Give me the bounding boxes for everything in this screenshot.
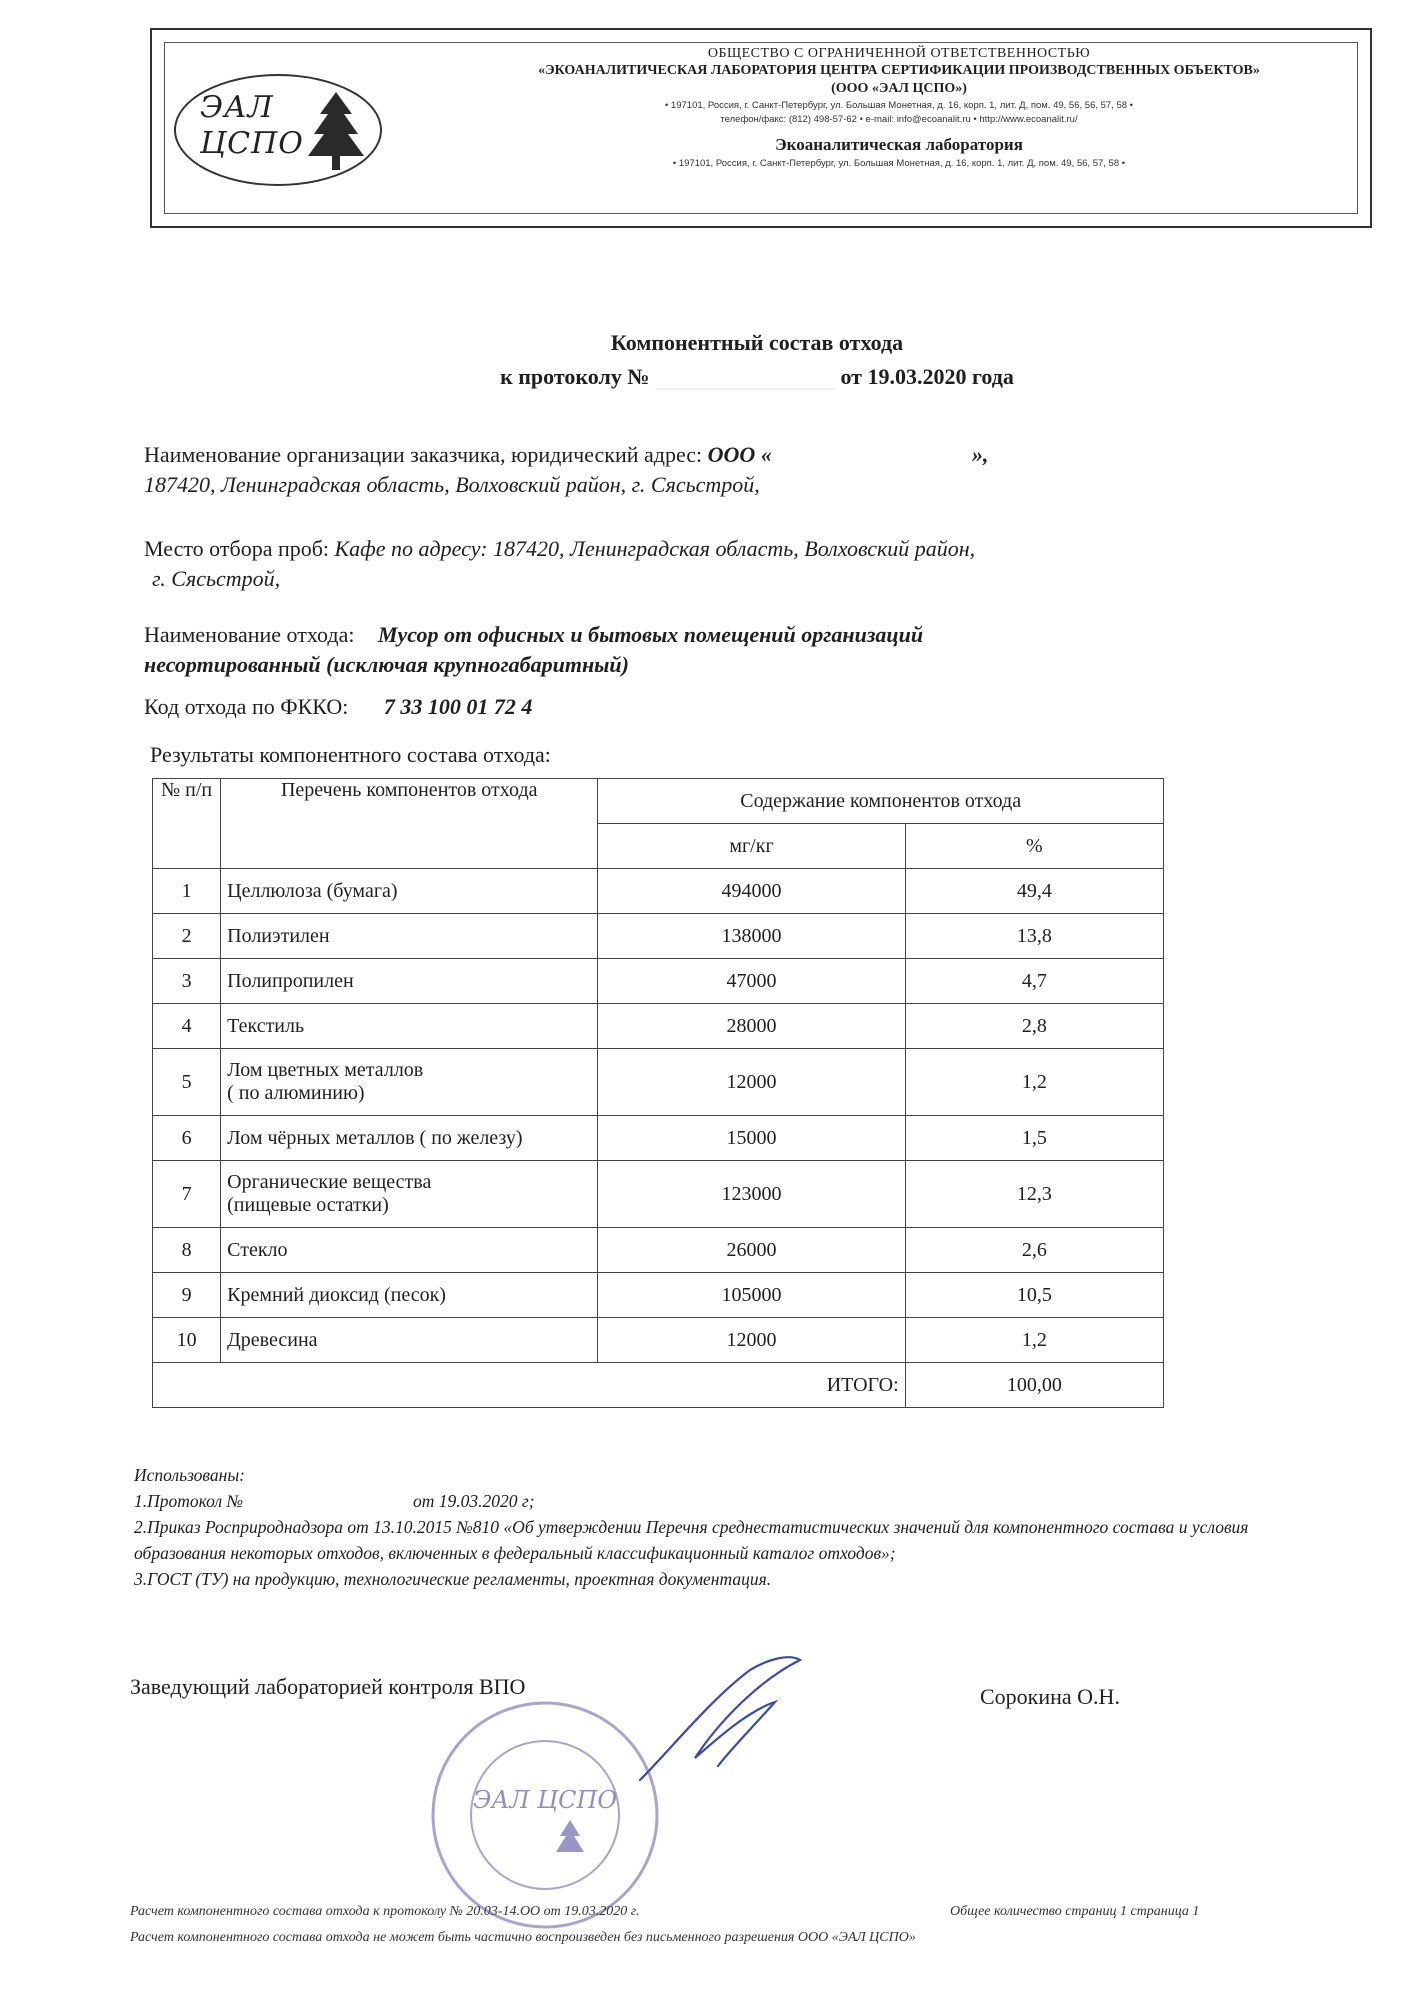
row-pct: 4,7 — [905, 959, 1163, 1004]
row-no: 5 — [153, 1049, 221, 1116]
stamp-text: ЭАЛ ЦСПО — [472, 1786, 618, 1814]
reference-2: 2.Приказ Росприроднадзора от 13.10.2015 №810 «Об утверждении Перечня среднестатистических значений для компонентного состава и условия образования некоторых отходов, включенных в федеральный классификационный каталог отходов»; — [134, 1517, 1249, 1563]
row-no: 8 — [153, 1228, 221, 1273]
row-pct: 2,6 — [905, 1228, 1163, 1273]
signer-position: Заведующий лабораторией контроля ВПО — [130, 1674, 526, 1699]
col-header-pct: % — [905, 824, 1163, 869]
lab-address: • 197101, Россия, г. Санкт-Петербург, ул. Большая Монетная, д. 16, корп. 1, лит. Д, пом. 49, 56, 57, 58 • — [672, 158, 1126, 169]
sampling-value: Кафе по адресу: 187420, Ленинградская область, Волховский район, — [334, 536, 976, 561]
col-header-mg: мг/кг — [598, 824, 905, 869]
row-mg: 15000 — [598, 1116, 905, 1161]
letterhead — [150, 28, 1372, 228]
row-name-line2: (пищевые остатки) — [227, 1194, 389, 1216]
org-type: ОБЩЕСТВО С ОГРАНИЧЕННОЙ ОТВЕТСТВЕННОСТЬЮ — [707, 46, 1091, 61]
row-mg: 494000 — [598, 869, 905, 914]
reference-1-prefix: 1.Протокол № — [134, 1491, 243, 1511]
row-name: Стекло — [221, 1228, 598, 1273]
table-row — [153, 914, 1164, 959]
references — [134, 1462, 1344, 1592]
letterhead-text — [414, 46, 1384, 169]
redacted-protocol-number — [655, 368, 835, 390]
row-mg: 105000 — [598, 1273, 905, 1318]
page-counter: Общее количество страниц 1 страница 1 — [950, 1904, 1200, 1919]
row-name: Лом чёрных металлов ( по железу) — [221, 1116, 598, 1161]
protocol-date: от 19.03.2020 года — [840, 364, 1014, 389]
row-no: 2 — [153, 914, 221, 959]
row-pct: 12,3 — [905, 1161, 1163, 1228]
row-name-line2: ( по алюминию) — [227, 1082, 365, 1104]
row-pct: 1,2 — [905, 1049, 1163, 1116]
customer-address: 187420, Ленинградская область, Волховский район, г. Сясьстрой, — [144, 472, 760, 497]
row-pct: 10,5 — [905, 1273, 1163, 1318]
table-row — [153, 1273, 1164, 1318]
org-short-name: (ООО «ЭАЛ ЦСПО») — [831, 81, 967, 96]
row-name: Полиэтилен — [221, 914, 598, 959]
col-header-content: Содержание компонентов отхода — [598, 779, 1164, 824]
row-pct: 49,4 — [905, 869, 1163, 914]
footer-line-1 — [130, 1904, 1330, 1920]
fkko-field — [144, 692, 1284, 722]
component-table — [152, 778, 1164, 1408]
footer-line-2: Расчет компонентного состава отхода не может быть частично воспроизведен без письменного разрешения ООО «ЭАЛ ЦСПО» — [130, 1930, 916, 1945]
row-pct: 1,2 — [905, 1318, 1163, 1363]
table-row — [153, 1228, 1164, 1273]
row-name: Древесина — [221, 1318, 598, 1363]
table-row — [153, 1116, 1164, 1161]
row-mg: 47000 — [598, 959, 905, 1004]
reference-3: 3.ГОСТ (ТУ) на продукцию, технологические регламенты, проектная документация. — [134, 1569, 772, 1589]
row-pct: 1,5 — [905, 1116, 1163, 1161]
table-row — [153, 1004, 1164, 1049]
row-name: Целлюлоза (бумага) — [221, 869, 598, 914]
table-row — [153, 1318, 1164, 1363]
row-no: 7 — [153, 1161, 221, 1228]
row-name-line1: Органические вещества — [227, 1171, 432, 1193]
sampling-value-2: г. Сясьстрой, — [152, 566, 281, 591]
row-no: 6 — [153, 1116, 221, 1161]
col-header-no: № п/п — [153, 779, 221, 869]
tree-icon — [306, 90, 366, 174]
row-no: 9 — [153, 1273, 221, 1318]
org-name: «ЭКОАНАЛИТИЧЕСКАЯ ЛАБОРАТОРИЯ ЦЕНТРА СЕРТИФИКАЦИИ ПРОИЗВОДСТВЕННЫХ ОБЪЕКТОВ» — [538, 63, 1260, 78]
row-mg: 26000 — [598, 1228, 905, 1273]
footer-protocol-ref: Расчет компонентного состава отхода к протоколу № 20.03-14.ОО от 19.03.2020 г. — [130, 1904, 640, 1919]
waste-value: Мусор от офисных и бытовых помещений организаций — [377, 622, 924, 647]
org-contacts: телефон/факс: (812) 498-57-62 • e-mail: info@ecoanalit.ru • http://www.ecoanalit.ru/ — [720, 114, 1078, 125]
logo-text: ЭАЛ ЦСПО — [200, 90, 304, 161]
fkko-value: 7 33 100 01 72 4 — [383, 694, 533, 719]
sampling-label: Место отбора проб: — [144, 536, 330, 561]
table-row — [153, 959, 1164, 1004]
row-pct: 2,8 — [905, 1004, 1163, 1049]
total-value: 100,00 — [905, 1363, 1163, 1408]
reference-1 — [134, 1488, 1344, 1514]
row-mg: 12000 — [598, 1049, 905, 1116]
results-caption: Результаты компонентного состава отхода: — [150, 742, 551, 767]
customer-name-end: », — [971, 442, 989, 467]
row-name — [221, 1161, 598, 1228]
waste-label: Наименование отхода: — [144, 622, 355, 647]
protocol-prefix: к протоколу № — [500, 364, 650, 389]
row-name-line1: Лом цветных металлов — [227, 1059, 424, 1081]
row-no: 4 — [153, 1004, 221, 1049]
company-logo — [174, 74, 382, 186]
table-row — [153, 1049, 1164, 1116]
table-row — [153, 1161, 1164, 1228]
row-no: 3 — [153, 959, 221, 1004]
row-name: Кремний диоксид (песок) — [221, 1273, 598, 1318]
row-pct: 13,8 — [905, 914, 1163, 959]
total-label: ИТОГО: — [153, 1363, 906, 1408]
row-no: 10 — [153, 1318, 221, 1363]
total-row — [153, 1363, 1164, 1408]
waste-value-2: несортированный (исключая крупногабаритный) — [144, 652, 629, 677]
row-no: 1 — [153, 869, 221, 914]
row-mg: 138000 — [598, 914, 905, 959]
document-title: Компонентный состав отхода — [610, 330, 904, 355]
document-subtitle — [50, 364, 1414, 390]
row-name: Текстиль — [221, 1004, 598, 1049]
customer-name: ООО « — [707, 442, 772, 467]
customer-label: Наименование организации заказчика, юридический адрес: — [144, 442, 703, 467]
lab-name: Экоаналитическая лаборатория — [775, 135, 1023, 154]
row-name: Полипропилен — [221, 959, 598, 1004]
references-heading: Использованы: — [134, 1465, 245, 1485]
row-name — [221, 1049, 598, 1116]
col-header-name: Перечень компонентов отхода — [221, 779, 598, 869]
org-address: • 197101, Россия, г. Санкт-Петербург, ул. Большая Монетная, д. 16, корп. 1, лит. Д, пом. 49, 56, 56, 57, 58 • — [664, 100, 1134, 111]
row-mg: 123000 — [598, 1161, 905, 1228]
table-row — [153, 869, 1164, 914]
signer-name: Сорокина О.Н. — [980, 1684, 1120, 1709]
row-mg: 28000 — [598, 1004, 905, 1049]
handwritten-signature — [600, 1640, 830, 1800]
reference-1-suffix: от 19.03.2020 г; — [413, 1491, 535, 1511]
fkko-label: Код отхода по ФККО: — [144, 694, 349, 719]
customer-field — [144, 440, 1284, 500]
row-mg: 12000 — [598, 1318, 905, 1363]
sampling-field — [144, 534, 1284, 594]
waste-field — [144, 620, 1284, 680]
